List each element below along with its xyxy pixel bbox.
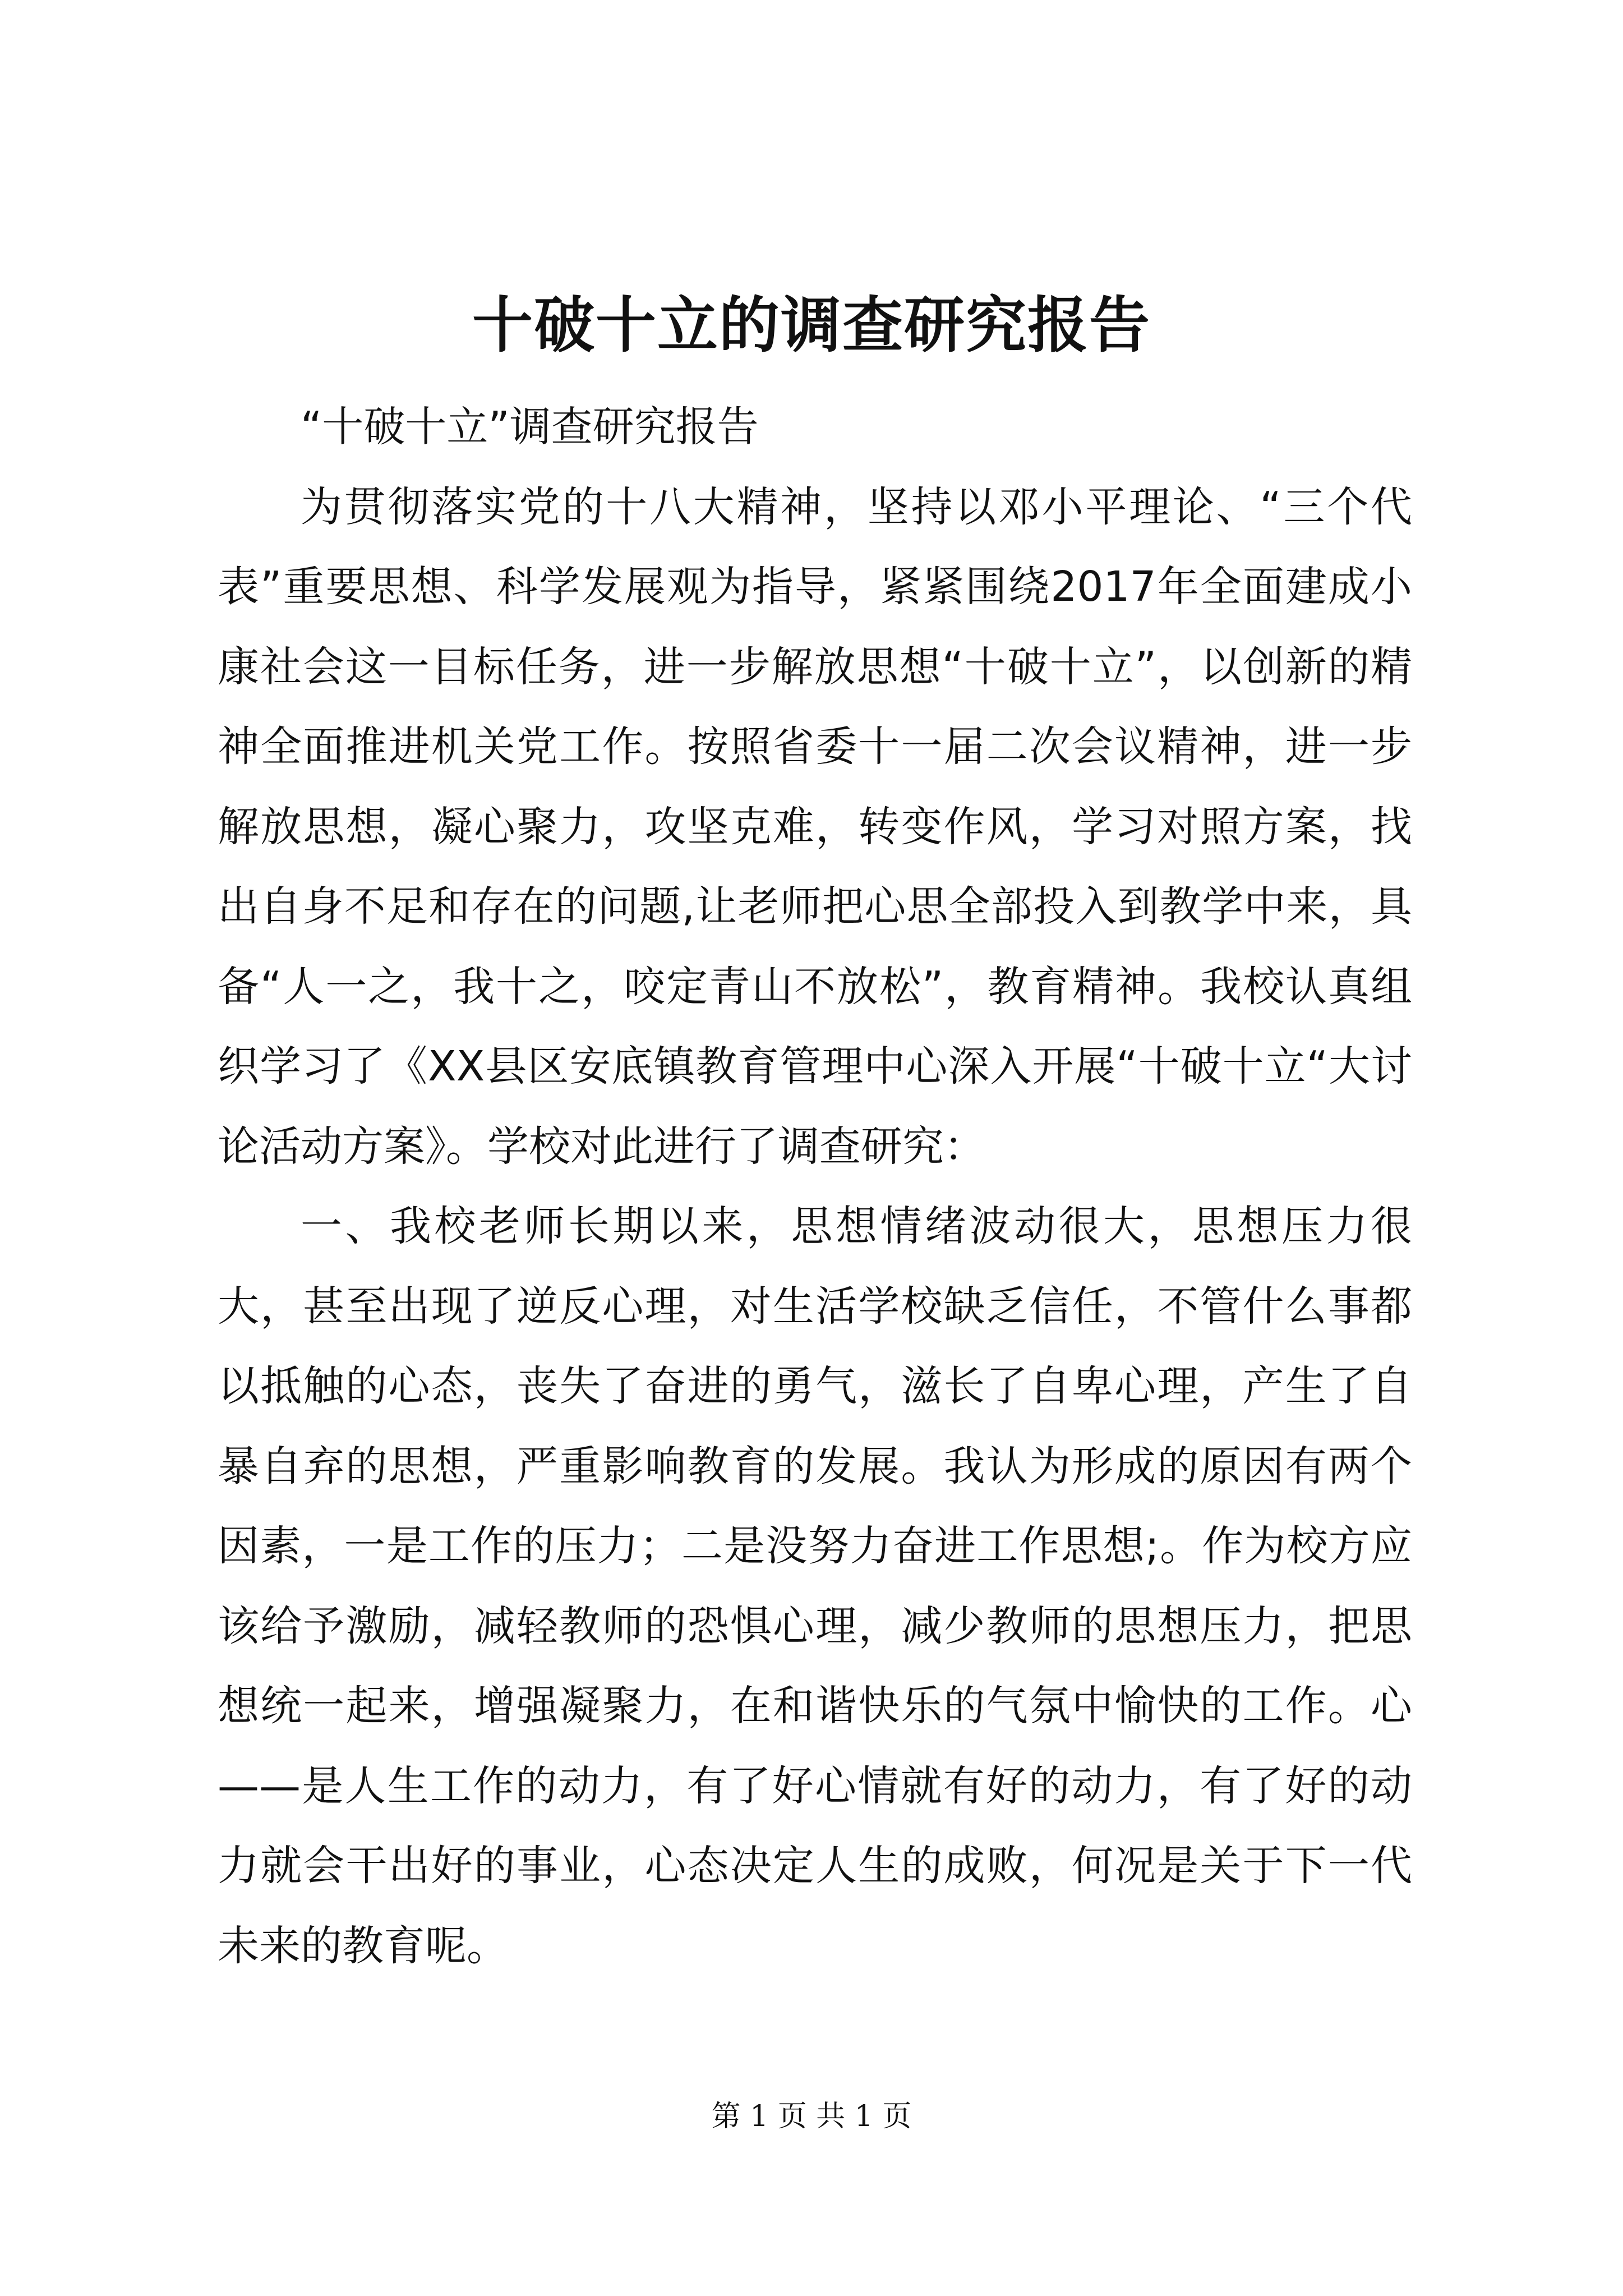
document-title: 十破十立的调查研究报告	[472, 290, 1151, 361]
body-paragraph-intro: 为贯彻落实党的十八大精神，坚持以邓小平理论、“三个代表”重要思想、科学发展观为指导，紧紧围绕2017年全面建成小康社会这一目标任务，进一步解放思想“十破十立”，以创新的精神全面推进机关党工作。按照省委十一届二次会议精神，进一步解放思想，凝心聚力，攻坚克难，转变作风，学习对照方案，找出自身不足和存在的问题,让老师把心思全部投入到教学中来，具备“人一之，我十之，咬定青山不放松”，教育精神。我校认真组织学习了《XX县区安底镇教育管理中心深入开展“十破十立“大讨论活动方案》。学校对此进行了调查研究：	[218, 482, 1412, 1171]
document-body	[218, 387, 1412, 1986]
page-footer: 第 1 页 共 1 页	[711, 2100, 912, 2133]
document-subtitle: “十破十立”调查研究报告	[301, 403, 759, 451]
body-paragraph-section-one: 一、我校老师长期以来，思想情绪波动很大，思想压力很大，甚至出现了逆反心理，对生活学校缺乏信任，不管什么事都以抵触的心态，丧失了奋进的勇气，滋长了自卑心理，产生了自暴自弃的思想，严重影响教育的发展。我认为形成的原因有两个因素，一是工作的压力；二是没努力奋进工作思想;。作为校方应该给予激励，减轻教师的恐惧心理，减少教师的思想压力，把思想统一起来，增强凝聚力，在和谐快乐的气氛中愉快的工作。心——是人生工作的动力，有了好心情就有好的动力，有了好的动力就会干出好的事业，心态决定人生的成败，何况是关于下一代未来的教育呢。	[218, 1202, 1412, 1970]
